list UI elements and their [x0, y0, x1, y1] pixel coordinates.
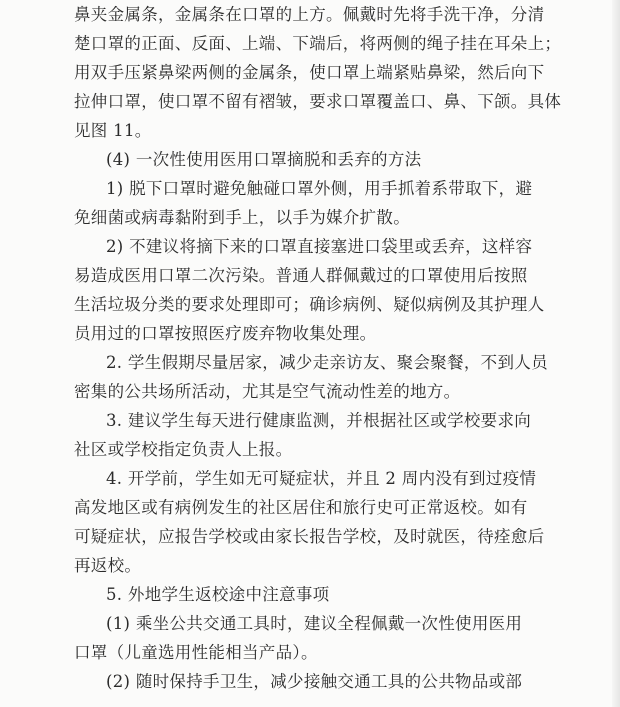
text-line: 再返校。	[74, 556, 142, 575]
text-line: (1) 乘坐公共交通工具时，建议全程佩戴一次性使用医用	[106, 614, 523, 633]
text-line: 楚口罩的正面、反面、上端、下端后，将两侧的绳子挂在耳朵上；	[74, 34, 562, 53]
text-line: 3. 建议学生每天进行健康监测，并根据社区或学校要求向	[106, 411, 532, 430]
page-edge-shadow	[612, 0, 620, 707]
text-line: 可疑症状，应报告学校或由家长报告学校，及时就医，待痊愈后	[74, 527, 545, 546]
section-heading: 5. 外地学生返校途中注意事项	[106, 585, 330, 604]
text-line: 口罩（儿童选用性能相当产品）。	[74, 643, 318, 662]
text-line: 生活垃圾分类的要求处理即可；确诊病例、疑似病例及其护理人	[74, 295, 545, 314]
text-line: 见图 11。	[74, 121, 152, 140]
section-heading: (4) 一次性使用医用口罩摘脱和丢弃的方法	[106, 150, 422, 169]
text-line: 免细菌或病毒黏附到手上，以手为媒介扩散。	[74, 208, 410, 227]
text-line: 2) 不建议将摘下来的口罩直接塞进口袋里或丢弃，这样容	[106, 237, 533, 256]
text-line: 2. 学生假期尽量居家，减少走亲访友、聚会聚餐，不到人员	[106, 353, 548, 372]
text-line: 鼻夹金属条，金属条在口罩的上方。佩戴时先将手洗干净，分清	[74, 5, 545, 24]
text-line: 高发地区或有病例发生的社区居住和旅行史可正常返校。如有	[74, 498, 528, 517]
text-line: 易造成医用口罩二次污染。普通人群佩戴过的口罩使用后按照	[74, 266, 528, 285]
text-line: 1) 脱下口罩时避免触碰口罩外侧，用手抓着系带取下，避	[106, 179, 533, 198]
text-line: 员用过的口罩按照医疗废弃物收集处理。	[74, 324, 377, 343]
text-line: 密集的公共场所活动，尤其是空气流动性差的地方。	[74, 382, 461, 401]
text-line: 4. 开学前，学生如无可疑症状，并且 2 周内没有到过疫情	[106, 469, 537, 488]
text-line: 社区或学校指定负责人上报。	[74, 440, 293, 459]
text-line: (2) 随时保持手卫生，减少接触交通工具的公共物品或部	[106, 672, 523, 691]
text-line: 用双手压紧鼻梁两侧的金属条，使口罩上端紧贴鼻梁，然后向下	[74, 63, 545, 82]
text-line: 拉伸口罩，使口罩不留有褶皱，要求口罩覆盖口、鼻、下颌。具体	[74, 92, 562, 111]
